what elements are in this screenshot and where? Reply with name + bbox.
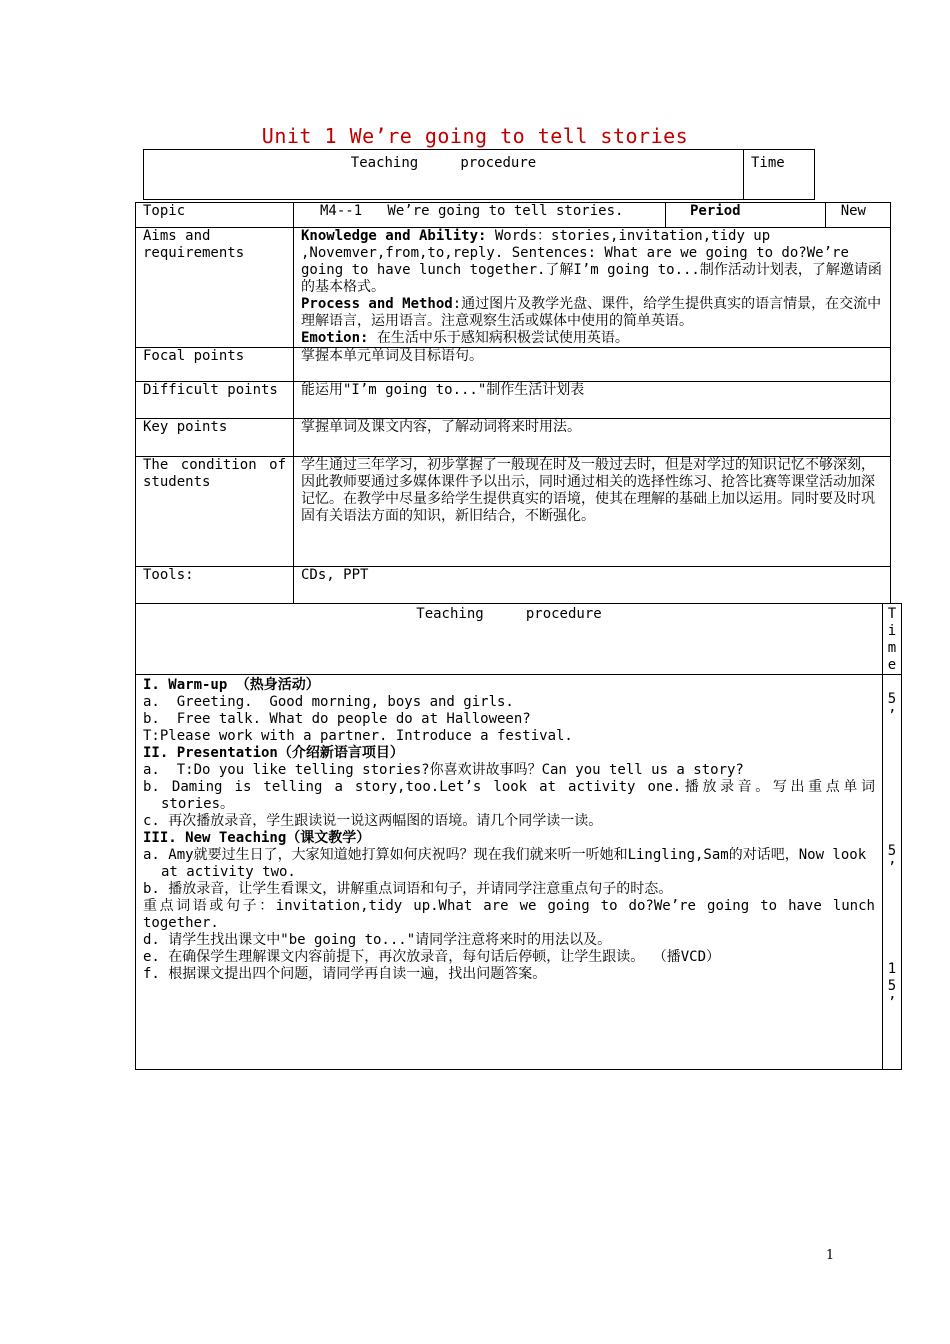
page-number: 1 bbox=[825, 1248, 835, 1263]
difficult-value: 能运用"I’m going to..."制作生活计划表 bbox=[294, 382, 891, 419]
presentation-item-a: a. T:Do you like telling stories?你喜欢讲故事吗？Can you tell us a story? bbox=[143, 762, 744, 778]
aims-process-label: Process and Method bbox=[301, 296, 453, 312]
new-teaching-title: III. New Teaching（课文教学） bbox=[143, 830, 371, 846]
aims-process-text: :通过图片及教学光盘、课件，给学生提供真实的语言情景，在交流中理解语言，运用语言。注意观察生活或媒体中使用的简单英语。 bbox=[301, 296, 882, 329]
presentation-item-c: c. 再次播放录音，学生跟读说一说这两幅图的语境。请几个同学读一读。 bbox=[143, 813, 603, 829]
aims-label: Aims and requirements bbox=[136, 228, 294, 348]
warmup-item-t: T:Please work with a partner. Introduce a festival. bbox=[143, 728, 573, 744]
condition-value: 学生通过三年学习，初步掌握了一般现在时及一般过去时，但是对学过的知识记忆不够深刻，因此教师要通过多媒体课件予以出示，同时通过相关的选择性练习、抢答比赛等课堂活动加深记忆。在教学中尽量多给学生提供真实的语境，使其在理解的基础上加以运用。同时要及时巩固有关语法方面的知识，新旧结合，不断强化。 bbox=[294, 457, 891, 567]
procedure-body bbox=[136, 675, 883, 1070]
focal-label: Focal points bbox=[136, 348, 294, 382]
period-label: Period bbox=[666, 203, 826, 228]
topic-value: M4--1 We’re going to tell stories. bbox=[294, 203, 666, 228]
time-new-teaching: 1 5 ’ bbox=[887, 961, 897, 1011]
aims-content bbox=[294, 228, 891, 348]
difficult-label: Difficult points bbox=[136, 382, 294, 419]
time-presentation: 5 ’ bbox=[887, 843, 897, 876]
tools-value: CDs, PPT bbox=[294, 567, 891, 604]
presentation-item-b: b. Daming is telling a story,too.Let’s look at activity one.播放录音。写出重点单词stories。 bbox=[143, 779, 875, 812]
time-warmup: 5 ’ bbox=[887, 691, 897, 724]
tools-label: Tools: bbox=[136, 567, 294, 604]
period-value: New bbox=[826, 203, 891, 228]
new-teaching-item-b: b. 播放录音，让学生看课文，讲解重点词语和句子，并请同学注意重点句子的时态。 bbox=[143, 881, 673, 897]
key-label: Key points bbox=[136, 419, 294, 457]
key-value: 掌握单词及课文内容，了解动词将来时用法。 bbox=[294, 419, 891, 457]
aims-knowledge-text: Words：stories,invitation,tidy up ,Novemver,from,to,reply. Sentences: What are we going to do?We’re going to have lunch together.了解I’m going to...制作活动计划表，了解邀请函的基本格式。 bbox=[301, 228, 882, 295]
new-teaching-item-d: d. 请学生找出课文中"be going to..."请同学注意将来时的用法以及。 bbox=[143, 932, 612, 948]
header-time: Time bbox=[744, 150, 815, 200]
condition-label: The condition of students bbox=[136, 457, 294, 567]
warmup-item-a: a. Greeting. Good morning, boys and girls. bbox=[143, 694, 514, 710]
warmup-item-b: b. Free talk. What do people do at Halloween? bbox=[143, 711, 531, 727]
info-table bbox=[135, 202, 891, 604]
aims-emotion-label: Emotion: bbox=[301, 330, 369, 346]
presentation-title: II. Presentation（介绍新语言项目） bbox=[143, 745, 404, 761]
focal-value: 掌握本单元单词及目标语句。 bbox=[294, 348, 891, 382]
procedure-time-header: T i m e bbox=[882, 604, 901, 675]
aims-emotion-text: 在生活中乐于感知病积极尝试使用英语。 bbox=[368, 330, 629, 346]
aims-knowledge-label: Knowledge and Ability: bbox=[301, 228, 487, 244]
new-teaching-key-words: 重点词语或句子：invitation,tidy up.What are we going to do?We’re going to have lunch together. bbox=[143, 898, 875, 931]
new-teaching-item-f: f. 根据课文提出四个问题，请同学再自读一遍，找出问题答案。 bbox=[143, 966, 547, 982]
procedure-table bbox=[135, 603, 902, 1070]
header-table bbox=[143, 149, 815, 200]
header-teaching-procedure: Teaching procedure bbox=[144, 150, 744, 200]
new-teaching-item-a: a. Amy就要过生日了，大家知道她打算如何庆祝吗？现在我们就来听一听她和Lingling,Sam的对话吧，Now look at activity two. bbox=[143, 847, 867, 880]
topic-label: Topic bbox=[136, 203, 294, 228]
new-teaching-item-e: e. 在确保学生理解课文内容前提下，再次放录音，每句话后停顿，让学生跟读。 （播VCD） bbox=[143, 949, 720, 965]
procedure-header: Teaching procedure bbox=[136, 604, 883, 675]
procedure-time-column bbox=[882, 675, 901, 1070]
document-title: Unit 1 We’re going to tell stories bbox=[261, 124, 689, 148]
warmup-title: I. Warm-up （热身活动） bbox=[143, 677, 320, 693]
